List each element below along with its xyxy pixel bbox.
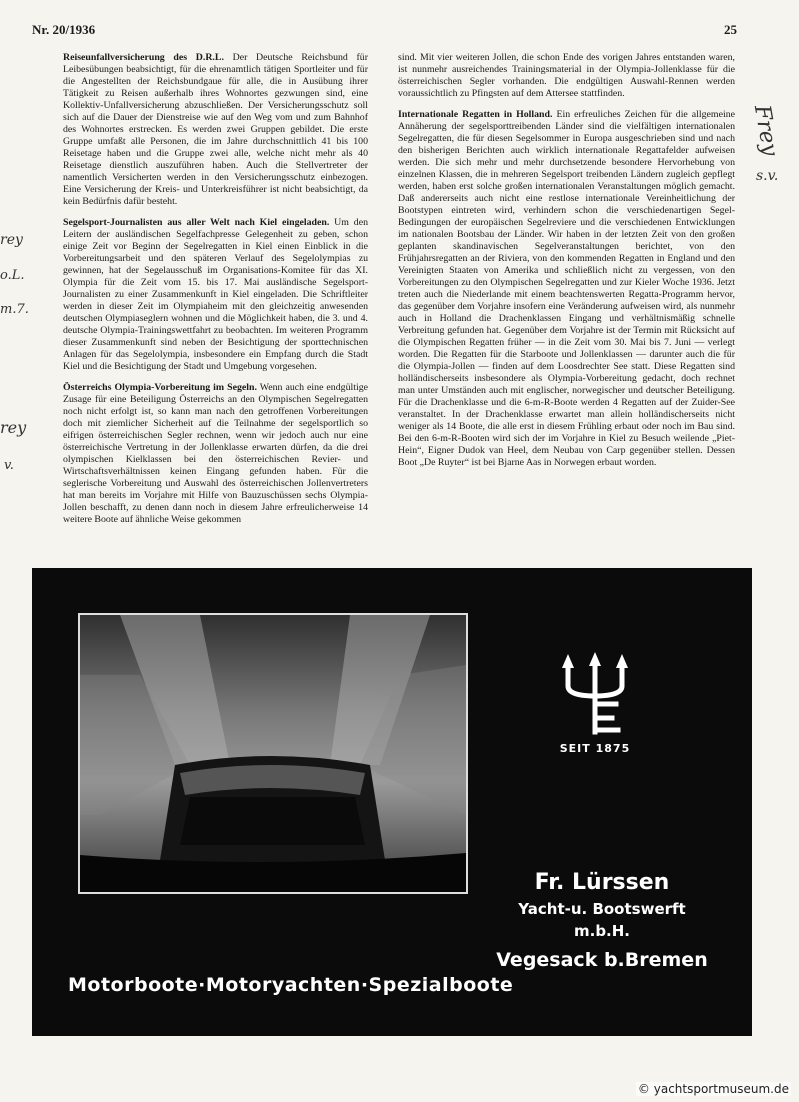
article-paragraph — [63, 382, 368, 526]
company-block — [492, 868, 712, 974]
article-text: Der Deutsche Reichsbund für Leibesübungen beabsichtigt, für die ehrenamtlich tätigen Sportleiter und für die Angestellten der Reichsbundgaue für alle, die in Ausübung ihrer Tätigkeit zu Reisen außerhalb ihres Wohnortes gezwungen sind, eine Kollektiv-Unfallversicherung abzuschließen. Der Versicherungsschutz soll sich auf die Dauer der Dienstreise wie auf den Weg vom und zum Bahnhof des Wohnortes erstrecken. Es werden zwei Gruppen gebildet. Die erste Gruppe umfaßt alle Personen, die im Jahre durchschnittlich 41 bis 100 Reisetage haben und die Gruppe zwei alle, welche nicht mehr als 40 Reisetage dienstlich auszuführen haben. Auch die Stellvertreter der namentlich Versicherten werden in den Versicherungsschutz einbezogen. Eine Versicherung der Kreis- und Unterkreisführer ist nicht beabsichtigt, da kein Bedürfnis dafür besteht. — [63, 52, 368, 207]
boat-photo-image — [80, 615, 466, 892]
article-heading: Österreichs Olympia-Vorbereitung im Segeln. — [63, 382, 257, 393]
margin-note: v. — [4, 458, 14, 473]
article-text: Ein erfreuliches Zeichen für die allgemeine Annäherung der segelsporttreibenden Länder sind die vielfältigen internationalen Segelregatten, die für diesen Segelsommer in Europa ausgeschrieben sind und nach den bisherigen Berichten auch wirklich internationale Regattafelder aufweisen werden. Die sich mehr und mehr durchsetzende besondere Hervorhebung von einzelnen Klassen, die in mehreren Segelsport treibenden Ländern zugleich gepflegt werden, haben erst solche großen internationalen Veranstaltungen möglich gemacht. Daß andererseits auch nicht eine restlose internationale Vereinheitlichung der Bootstypen eintreten wird, verhindern schon die verschiedenartigen Segel-Bedingungen der europäischen Segelreviere und die verschiedenen Entwicklungen im nationalen Bootsbau der Länder. Wir haben in der letzten Zeit von den großen geplanten skandinavischen Segelveranstaltungen berichtet, von den Frühjahrsregatten an der Riviera, von den kommenden Regatten in England und den Vereinigten Staaten von Amerika und schließlich nicht zu vergessen, von den Vorbereitungen zu den Olympischen Segelregatten und zur Kieler Woche 1936. Jetzt treten auch die Niederlande mit einem beachtenswerten Regatta-Programm hervor, das gegenüber dem Vorjahre insofern eine Veränderung aufweisen wird, als nunmehr auch in Holland die Drachenklassen Eingang und verhältnismäßig schnelle Verbreitung gefunden hat. Gegenüber dem Vorjahre ist der Termin mit Rücksicht auf die Olympischen Regatten früher — in die Zeit vom 30. Mai bis 7. Juni — verlegt worden. Die Regatten für die Starboote und Jollenklassen — darunter auch die für die Olympia-Jollen — finden auf dem Loosdrechter See statt. Diese Regatten sind holländischerseits insbesondere als Olympia-Vorbereitung gedacht, doch rechnet man unter Umständen auch mit englischer, norwegischer und deutscher Beteiligung. Für die Drachenklasse und die 6-m-R-Boote werden 4 Regatten auf der Zuider-See veranstaltet. In der Drachenklasse erwartet man allein holländischerseits nicht weniger als 14 Boote, die alle erst in diesem Frühling erbaut oder noch im Bau sind. Bei den 6-m-R-Booten wird sich der im Vorjahre in Kiel zu Besuch weilende „Piet-Hein“, Eigner Dudok van Heel, dem Neubau von Carp gegenüber stellen. Dessen Boot „De Ruyter“ ist bei Bjarne Aas in Norwegen erbaut worden. — [398, 109, 735, 468]
left-column — [63, 52, 368, 535]
article-text: sind. Mit vier weiteren Jollen, die schon Ende des vorigen Jahres entstanden waren, ist nunmehr ausreichendes Trainingsmaterial in der Olympia-Jollenklasse für die österreichischen Segler vorhanden. Die endgültigen Auswahl-Rennen werden voraussichtlich zu Pfingsten auf dem Attersee stattfinden. — [398, 52, 735, 99]
article-paragraph — [63, 52, 368, 208]
boat-photo — [78, 613, 468, 894]
article-text: Um den Leitern der ausländischen Segelfachpresse Gelegenheit zu geben, schon einige Zeit vor Beginn der Segelregatten in Kiel einen Einblick in die Vorbereitungsarbeit und den späteren Verlauf des Segelolympias zu gewinnen, hat der Segelausschuß im Organisations-Komitee für das XI. Olympia für die Zeit vom 15. bis 17. Mai ausländische Segelsport-Journalisten zu einer Zusammenkunft in Kiel eingeladen. Die Schriftleiter werden in dieser Zeit im Olympiaheim mit den gleichzeitig anwesenden deutschen Olympiaseglern wohnen und die Möglichkeit haben, die 3. und 4. deutsche Olympia-Trainingswettfahrt zu beobachten. Im weiteren Programm dieser Zusammenkunft sind neben der Besichtigung der sporttechnischen Anlagen für das Segelolympia, insbesondere ein Empfang durch die Stadt Kiel und die Besichtigung der Stadt und Umgebung vorgesehen. — [63, 217, 368, 372]
margin-note: o.L. — [0, 268, 25, 283]
page-number: 25 — [724, 22, 737, 37]
margin-note: s.v. — [756, 168, 779, 184]
article-paragraph — [398, 52, 735, 100]
issue-number: Nr. 20/1936 — [32, 22, 96, 37]
ad-slogan: Motorboote·Motoryachten·Spezialboote — [68, 974, 514, 996]
watermark: © yachtsportmuseum.de — [637, 1082, 789, 1096]
article-heading: Reiseunfallversicherung des D.R.L. — [63, 52, 224, 63]
margin-note: m.7. — [0, 302, 29, 317]
right-column — [398, 52, 735, 478]
trident-logo — [560, 652, 630, 736]
margin-note: Frey — [748, 103, 783, 158]
article-paragraph — [63, 217, 368, 373]
article-paragraph — [398, 109, 735, 469]
margin-note: rey — [0, 232, 23, 248]
company-type: Yacht-u. Bootswerft m.b.H. — [518, 900, 686, 940]
advertisement — [32, 568, 752, 1036]
article-heading: Segelsport-Journalisten aus aller Welt nach Kiel eingeladen. — [63, 217, 330, 228]
article-heading: Internationale Regatten in Holland. — [398, 109, 553, 120]
company-name: Fr. Lürssen — [534, 870, 670, 895]
article-text: Wenn auch eine endgültige Zusage für eine Beteiligung Österreichs an den Olympischen Segelregatten noch nicht erfolgt ist, so kann man nach den getroffenen Vorbereitungen doch mit ziemlicher Sicherheit auf die Teilnahme der segelsportlich so eifrigen österreichischen Segler rechnen, wenn wir jedoch auch nur eine österreichische Vertretung in der Jollenklasse erwarten dürfen, da die drei olympischen Kielklassen bei den österreichischen Revier- und Wirtschaftsverhältnissen keinen Eingang gefunden haben. Für die seglerische Vorbereitung und Auswahl des österreichischen Jollenvertreters hat man bereits im Vorjahre mit Hilfe von Bauzuschüssen sechs Olympia-Jollen beschafft, zu denen dann noch in diesem Jahre erfreulicherweise 14 weitere Boote auf ähnliche Weise gekommen — [63, 382, 368, 525]
company-location: Vegesack b.Bremen — [496, 949, 708, 971]
since-label: SEIT 1875 — [559, 742, 631, 755]
margin-note: rey — [0, 418, 27, 437]
